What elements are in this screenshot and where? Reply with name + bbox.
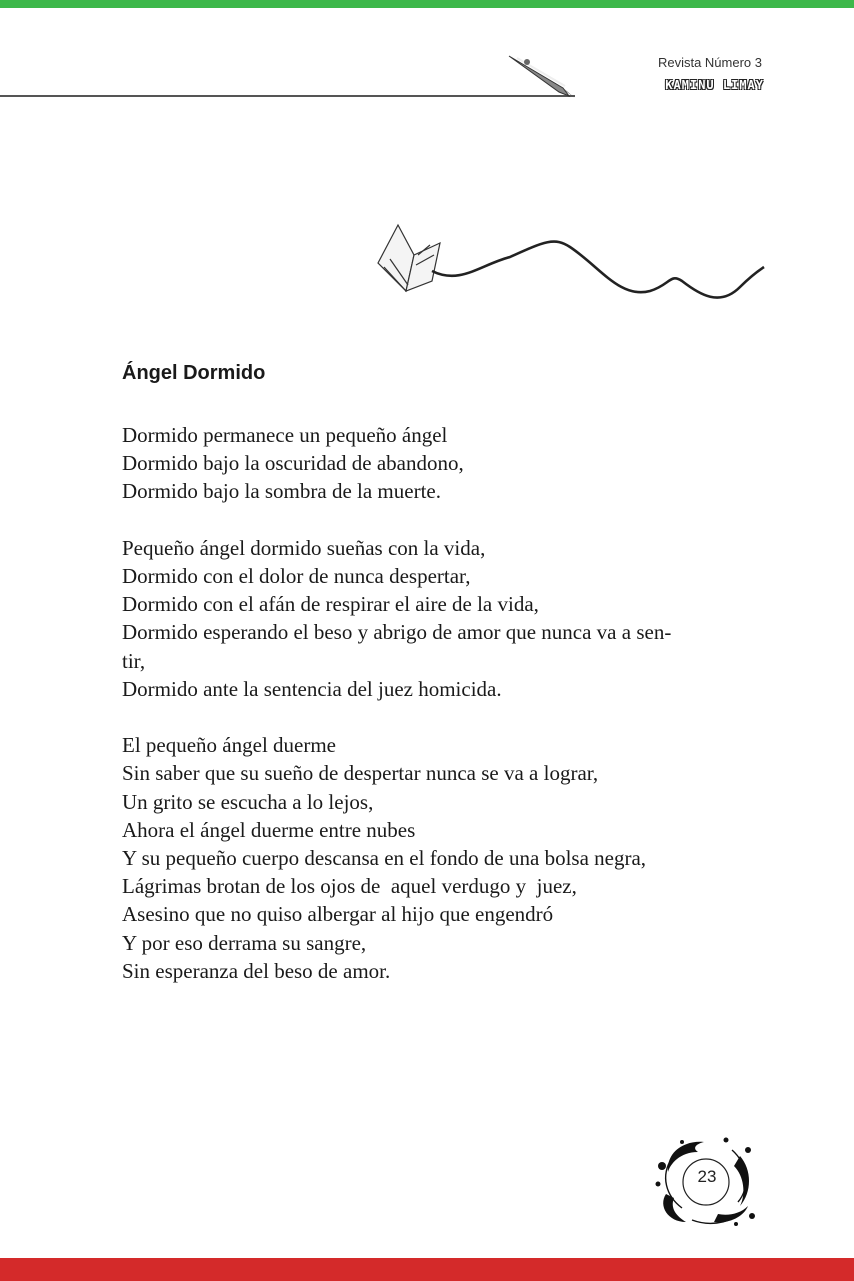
poem-line: Dormido permanece un pequeño ángel bbox=[122, 423, 448, 447]
fountain-pen-icon bbox=[505, 52, 583, 100]
poem-line: El pequeño ángel duerme bbox=[122, 733, 336, 758]
poem-line: Y por eso derrama su sangre, bbox=[122, 930, 367, 955]
poem-line: Sin saber que su sueño de despertar nunca se va a lograr, bbox=[122, 761, 599, 786]
open-book-icon bbox=[370, 215, 770, 315]
poem-line: Dormido bajo la oscuridad de abandono, bbox=[122, 451, 464, 476]
page-number: 23 bbox=[697, 1167, 717, 1186]
stanza-2 bbox=[122, 534, 752, 703]
magazine-issue-label: Revista Número 3 bbox=[657, 55, 762, 70]
poem-title: Ángel Dormido bbox=[122, 362, 266, 384]
poem-line: Sin esperanza del beso de amor. bbox=[122, 958, 391, 983]
poem-line: Pequeño ángel dormido sueñas con la vida, bbox=[122, 535, 486, 560]
poem-line: Dormido con el afán de respirar el aire de la vida, bbox=[122, 592, 539, 617]
stanza-1 bbox=[122, 421, 752, 506]
header-rule bbox=[0, 95, 575, 97]
poem-line: Dormido bajo la sombra de la muerte. bbox=[122, 479, 441, 504]
poem-line: Ahora el ángel duerme entre nubes bbox=[122, 817, 416, 842]
poem-line: tir, bbox=[122, 648, 146, 673]
poem-body bbox=[122, 421, 752, 1013]
poem-line: Dormido ante la sentencia del juez homicida. bbox=[122, 676, 502, 701]
bottom-accent-bar bbox=[0, 1258, 854, 1281]
poem-line: Lágrimas brotan de los ojos de aquel verdugo y juez, bbox=[122, 874, 577, 899]
poem-line: Dormido esperando el beso y abrigo de amor que nunca va a sen- bbox=[122, 620, 672, 645]
poem-line: Y su pequeño cuerpo descansa en el fondo de una bolsa negra, bbox=[122, 846, 647, 871]
poem-line: Dormido con el dolor de nunca despertar, bbox=[122, 564, 471, 588]
stanza-3 bbox=[122, 731, 752, 985]
top-accent-bar bbox=[0, 0, 854, 8]
poem-line: Un grito se escucha a lo lejos, bbox=[122, 789, 374, 814]
poem-line: Asesino que no quiso albergar al hijo que engendró bbox=[122, 902, 554, 927]
magazine-name: KAMINU LIMAY bbox=[665, 78, 764, 92]
